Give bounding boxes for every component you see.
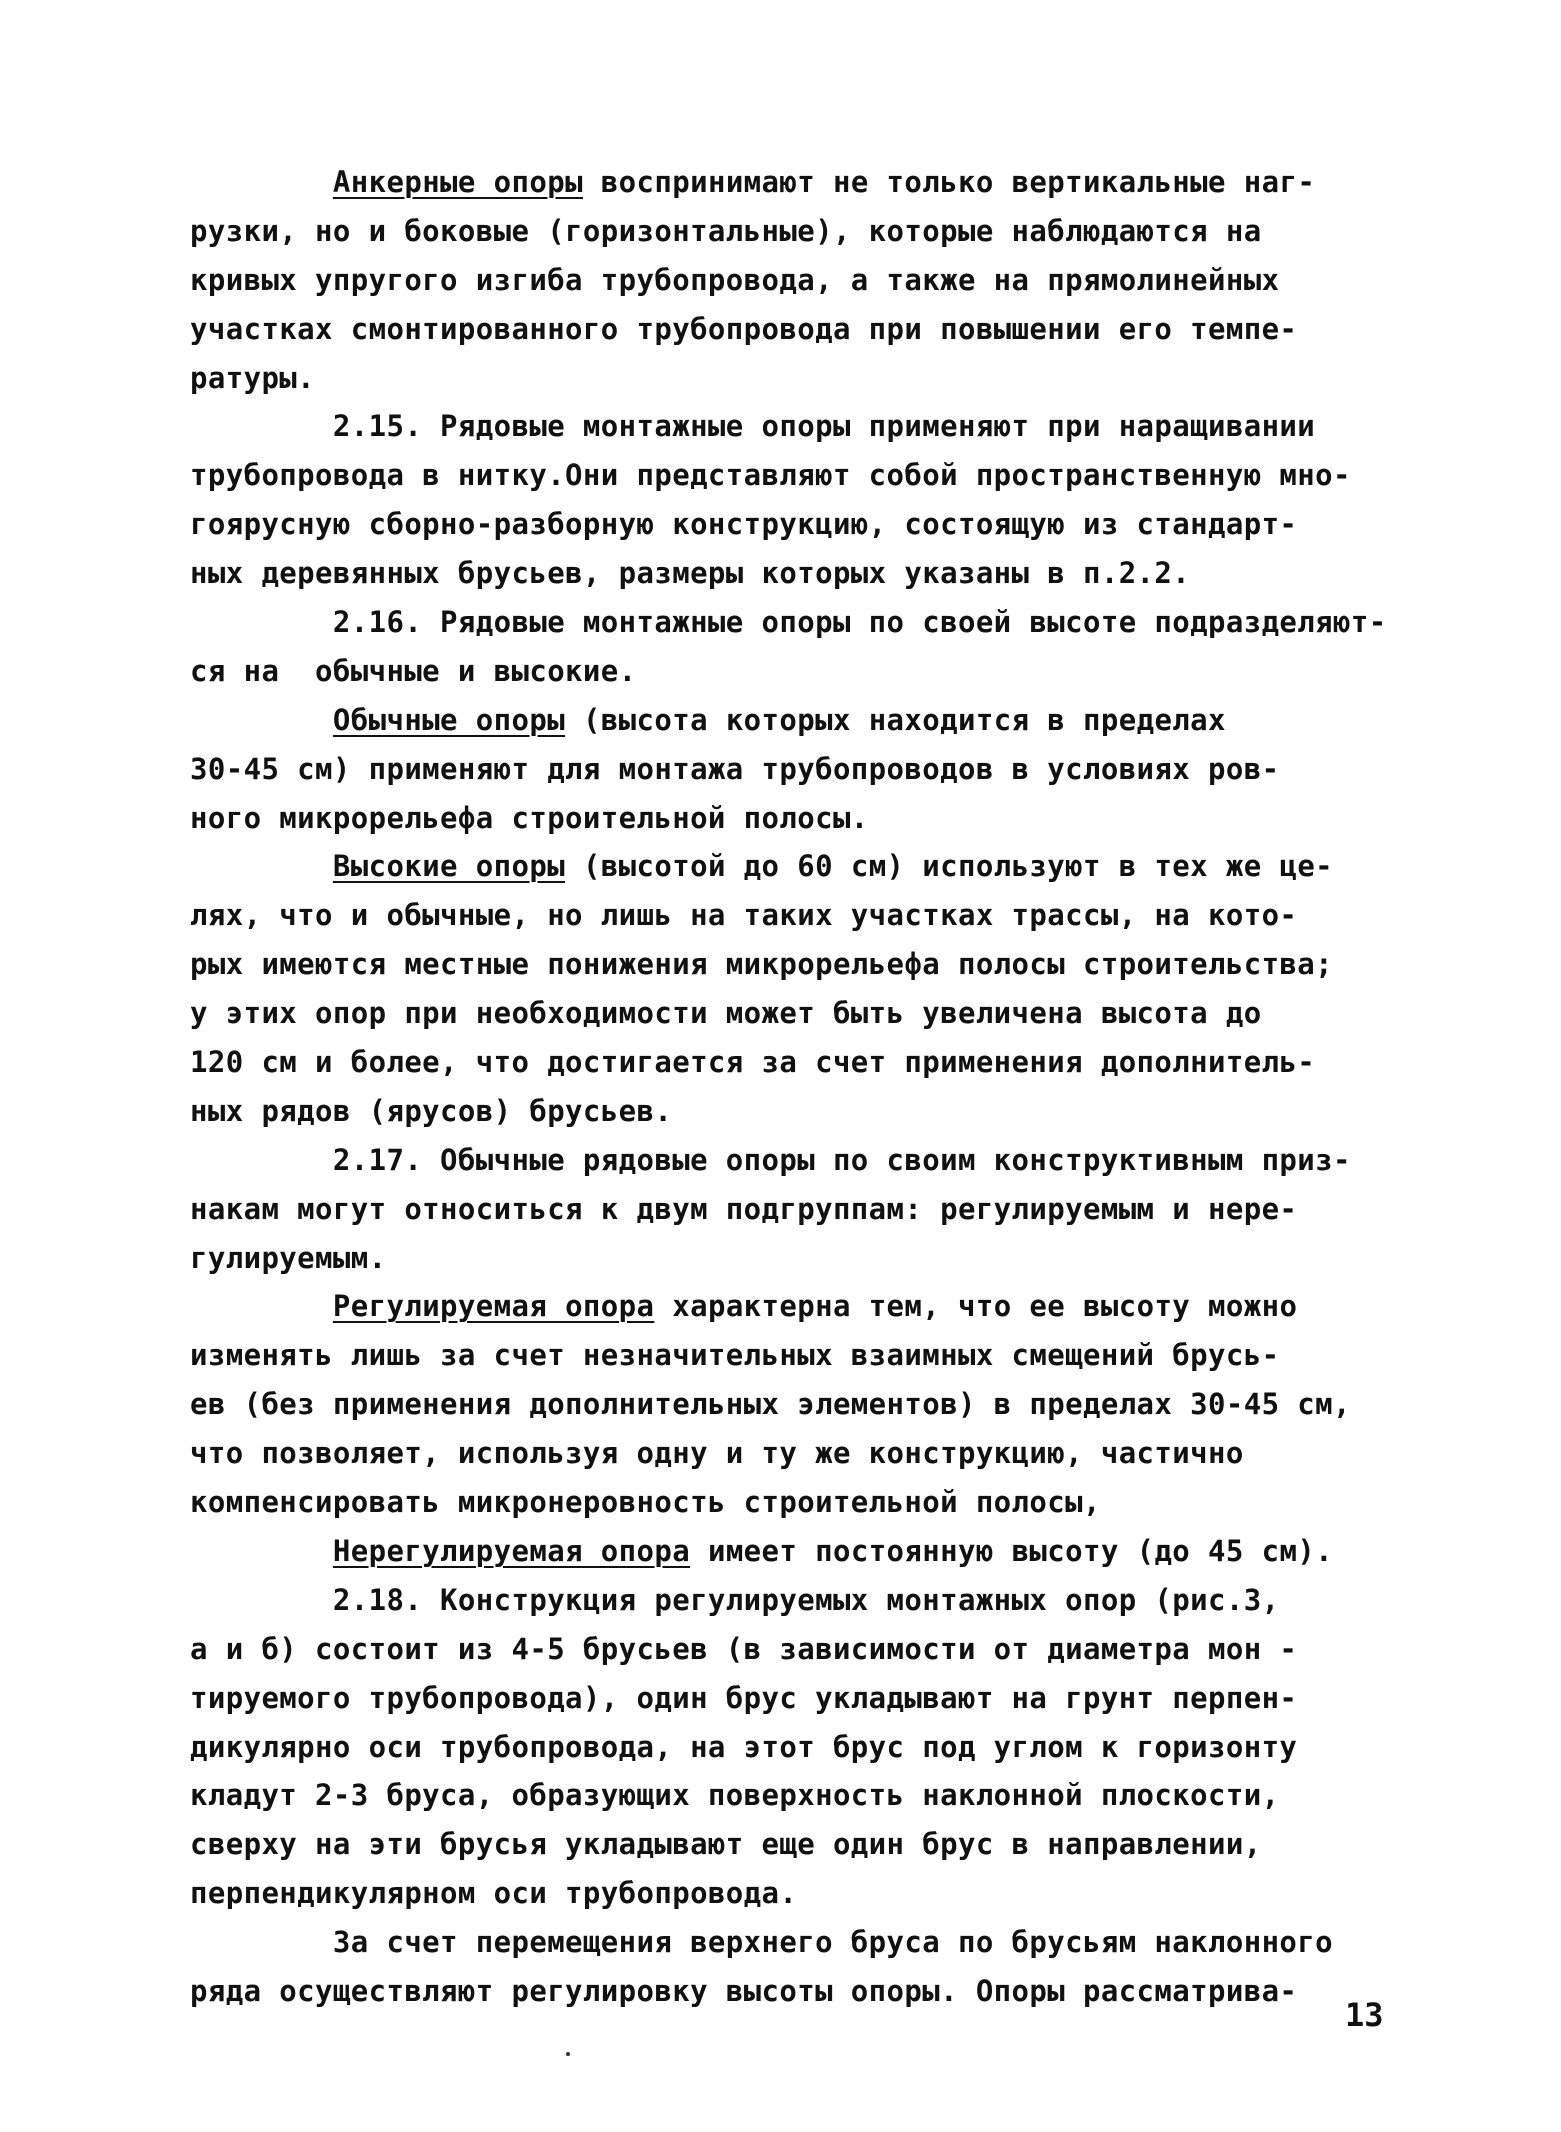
text-line bbox=[190, 500, 1460, 549]
text-line bbox=[190, 891, 1460, 940]
underlined-term: Обычные опоры bbox=[332, 702, 566, 737]
text-line bbox=[190, 794, 1460, 843]
body-text bbox=[190, 158, 1460, 2016]
text-line bbox=[190, 989, 1460, 1038]
text-line bbox=[190, 354, 1460, 403]
text-run: ных рядов (ярусов) брусьев. bbox=[190, 1093, 673, 1128]
text-run: сверху на эти брусья укладывают еще один брус в направлении, bbox=[190, 1827, 1262, 1862]
text-line bbox=[190, 1771, 1460, 1820]
text-line bbox=[190, 647, 1460, 696]
underlined-term: Анкерные опоры bbox=[332, 165, 583, 199]
text-line bbox=[190, 1478, 1460, 1527]
text-run bbox=[190, 703, 333, 737]
text-run: компенсировать микронеровность строительной полосы, bbox=[190, 1485, 1101, 1520]
text-line bbox=[190, 1429, 1460, 1478]
text-line bbox=[190, 598, 1460, 647]
text-run: имеет постоянную высоту (до 45 см). bbox=[690, 1533, 1334, 1568]
text-run: ряда осуществляют регулировку высоты опоры. Опоры рассматрива- bbox=[190, 1973, 1298, 2008]
text-run: ных деревянных брусьев, размеры которых указаны в п.2.2. bbox=[190, 556, 1191, 591]
text-run: рых имеются местные понижения микрорельефа полосы строительства; bbox=[190, 947, 1334, 982]
text-line bbox=[190, 1674, 1460, 1723]
text-line bbox=[190, 1038, 1460, 1087]
text-line bbox=[190, 549, 1460, 598]
text-line bbox=[190, 1087, 1460, 1136]
text-run: воспринимают не только вертикальные наг- bbox=[582, 165, 1316, 199]
text-line bbox=[190, 745, 1460, 794]
text-line bbox=[190, 1820, 1460, 1869]
text-line bbox=[190, 1869, 1460, 1918]
text-run: (высота которых находится в пределах bbox=[565, 702, 1226, 737]
underlined-term: Регулируемая опора bbox=[332, 1289, 655, 1324]
text-run: ев (без применения дополнительных элементов) в пределах 30-45 см, bbox=[190, 1387, 1351, 1422]
text-run: а и б) состоит из 4-5 брусьев (в зависимости от диаметра мон - bbox=[190, 1631, 1298, 1666]
text-line bbox=[190, 1282, 1460, 1331]
text-line bbox=[190, 1234, 1460, 1283]
text-run: (высотой до 60 см) используют в тех же це- bbox=[565, 849, 1334, 884]
text-line bbox=[190, 158, 1460, 207]
text-line bbox=[190, 1136, 1460, 1185]
text-run: что позволяет, используя одну и ту же конструкцию, частично bbox=[190, 1436, 1244, 1471]
text-line bbox=[190, 1918, 1460, 1967]
text-run bbox=[190, 849, 333, 883]
text-run: кладут 2-3 бруса, образующих поверхность наклонной плоскости, bbox=[190, 1778, 1280, 1813]
text-line bbox=[190, 940, 1460, 989]
text-run: рузки, но и боковые (горизонтальные), которые наблюдаются на bbox=[190, 213, 1262, 248]
text-run: характерна тем, что ее высоту можно bbox=[654, 1289, 1298, 1324]
text-line bbox=[190, 451, 1460, 500]
underlined-term: Нерегулируемая опора bbox=[332, 1533, 691, 1568]
text-line bbox=[190, 1185, 1460, 1234]
page-number: 13 bbox=[1345, 1996, 1384, 2034]
text-run: дикулярно оси трубопровода, на этот брус под углом к горизонту bbox=[190, 1729, 1298, 1764]
text-run: тируемого трубопровода), один брус укладывают на грунт перпен- bbox=[190, 1680, 1298, 1715]
text-run: накам могут относиться к двум подгруппам: регулируемым и нере- bbox=[190, 1191, 1298, 1226]
text-run: 2.18. Конструкция регулируемых монтажных опор (рис.3, bbox=[190, 1582, 1280, 1617]
text-line bbox=[190, 842, 1460, 891]
text-run: За счет перемещения верхнего бруса по брусьям наклонного bbox=[190, 1925, 1334, 1960]
text-run: 120 см и более, что достигается за счет применения дополнитель- bbox=[190, 1045, 1316, 1080]
text-run: у этих опор при необходимости может быть увеличена высота до bbox=[190, 996, 1262, 1031]
text-line bbox=[190, 1380, 1460, 1429]
text-run: 2.17. Обычные рядовые опоры по своим конструктивным приз- bbox=[190, 1142, 1351, 1177]
text-run: ся на обычные и высокие. bbox=[190, 653, 637, 688]
text-run: кривых упругого изгиба трубопровода, а также на прямолинейных bbox=[190, 262, 1280, 297]
text-run: гоярусную сборно-разборную конструкцию, состоящую из стандарт- bbox=[190, 507, 1298, 542]
text-line bbox=[190, 1723, 1460, 1772]
text-line bbox=[190, 1625, 1460, 1674]
text-run: 2.15. Рядовые монтажные опоры применяют при наращивании bbox=[190, 409, 1316, 444]
text-run: лях, что и обычные, но лишь на таких участках трассы, на кото- bbox=[190, 898, 1298, 933]
scan-speck bbox=[566, 2052, 570, 2056]
text-line bbox=[190, 1331, 1460, 1380]
text-run: трубопровода в нитку.Они представляют собой пространственную мно- bbox=[190, 458, 1351, 493]
text-line bbox=[190, 207, 1460, 256]
text-run: 30-45 см) применяют для монтажа трубопроводов в условиях ров- bbox=[190, 751, 1280, 786]
text-line bbox=[190, 402, 1460, 451]
text-line bbox=[190, 696, 1460, 745]
text-run bbox=[190, 165, 333, 199]
text-run: гулируемым. bbox=[190, 1240, 387, 1275]
text-run: 2.16. Рядовые монтажные опоры по своей высоте подразделяют- bbox=[190, 605, 1387, 640]
text-line bbox=[190, 1527, 1460, 1576]
text-line bbox=[190, 1967, 1460, 2016]
text-run: ратуры. bbox=[190, 360, 316, 395]
text-run: ного микрорельефа строительной полосы. bbox=[190, 800, 869, 835]
text-run: участках смонтированного трубопровода при повышении его темпе- bbox=[190, 311, 1298, 346]
text-line bbox=[190, 305, 1460, 354]
text-run: перпендикулярном оси трубопровода. bbox=[190, 1876, 798, 1911]
text-run: изменять лишь за счет незначительных взаимных смещений брусь- bbox=[190, 1338, 1280, 1373]
underlined-term: Высокие опоры bbox=[332, 849, 566, 884]
text-line bbox=[190, 1576, 1460, 1625]
text-run bbox=[190, 1534, 333, 1568]
text-run bbox=[190, 1289, 333, 1323]
text-line bbox=[190, 256, 1460, 305]
